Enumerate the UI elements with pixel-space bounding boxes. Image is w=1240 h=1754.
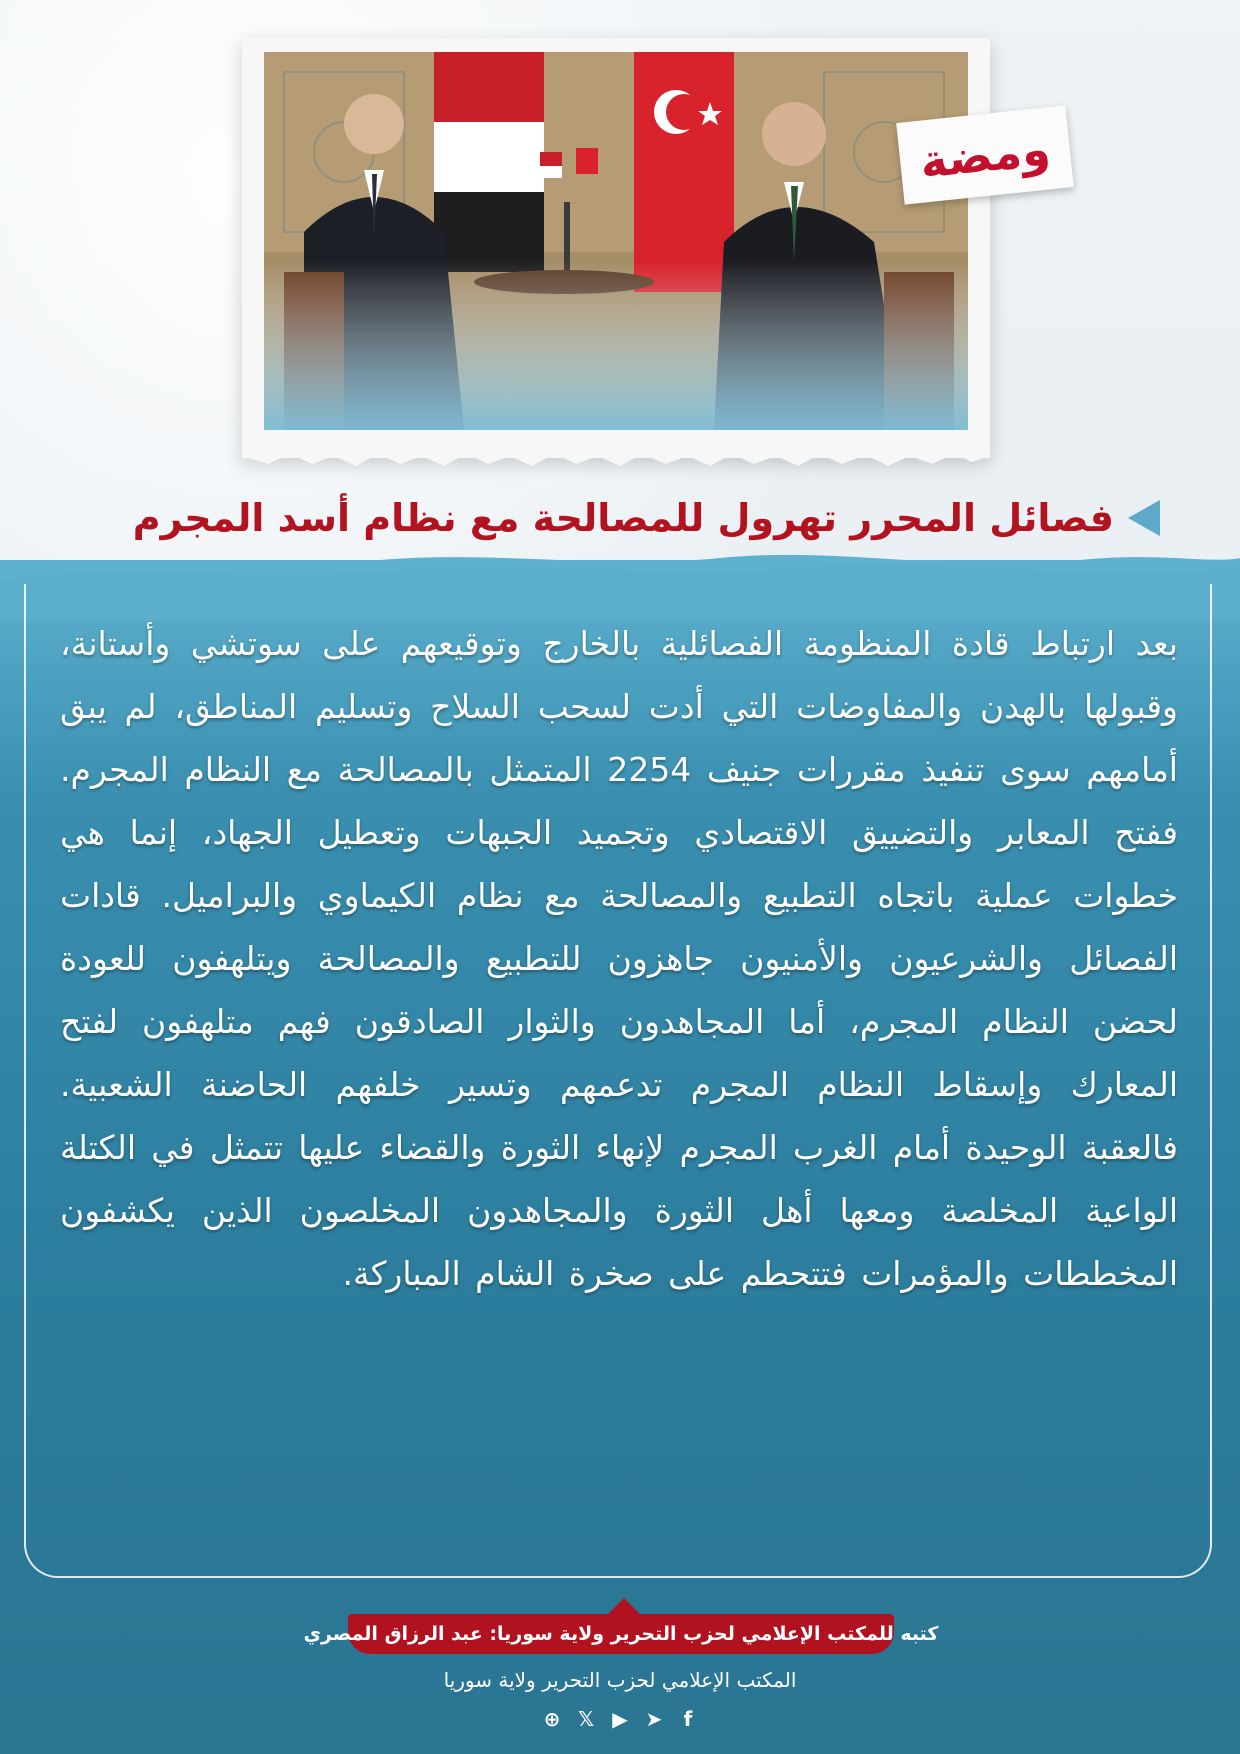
badge-text: ومضة [917, 121, 1053, 189]
social-links [0, 1706, 1240, 1732]
media-office-name: المكتب الإعلامي لحزب التحرير ولاية سوريا [443, 1668, 797, 1692]
photo-frame [242, 38, 990, 458]
headline-arrow-icon [1128, 500, 1160, 536]
author-credit: كتبه للمكتب الإعلامي لحزب التحرير ولاية سوريا: عبد الرزاق المصري [303, 1623, 939, 1645]
headline: فصائل المحرر تهرول للمصالحة مع نظام أسد المجرم [132, 496, 1114, 540]
author-banner [303, 1614, 939, 1654]
youtube-icon[interactable]: ▶ [612, 1707, 628, 1731]
article-body: بعد ارتباط قادة المنظومة الفصائلية بالخارج وتوقيعهم على سوتشي وأستانة، وقبولها بالهدن والمفاوضات التي أدت لسحب السلاح وتسليم المناطق، لم يبق أمامهم سوى تنفيذ مقررات جنيف 2254 المتمثل بالمصالحة مع النظام المجرم. ففتح المعابر والتضييق الاقتصادي وتجميد الجبهات وتعطيل الجهاد، إنما هي خطوات عملية باتجاه التطبيع والمصالحة مع نظام الكيماوي والبراميل. قادات الفصائل والشرعيون والأمنيون جاهزون للتطبيع والمصالحة ويتلهفون للعودة لحضن النظام المجرم، أما المجاهدون والثوار الصادقون فهم متلهفون لفتح المعارك وإسقاط النظام المجرم تدعمهم وتسير خلفهم الحاضنة الشعبية. فالعقبة الوحيدة أمام الغرب المجرم لإنهاء الثورة والقضاء عليها تتمثل في الكتلة الواعية المخلصة ومعها أهل الثورة والمجاهدون المخلصون الذين يكشفون المخططات والمؤمرات فتتحطم على صخرة الشام المباركة. [60, 624, 1178, 1293]
x-icon[interactable]: 𝕏 [577, 1707, 595, 1731]
meeting-photo [264, 52, 968, 430]
meeting-illustration [264, 52, 968, 430]
headline-row [100, 488, 1160, 548]
telegram-icon[interactable]: ➤ [645, 1707, 663, 1731]
website-icon[interactable]: ⊕ [543, 1707, 561, 1731]
facebook-icon[interactable]: f [683, 1707, 693, 1731]
torn-edge [242, 442, 990, 472]
